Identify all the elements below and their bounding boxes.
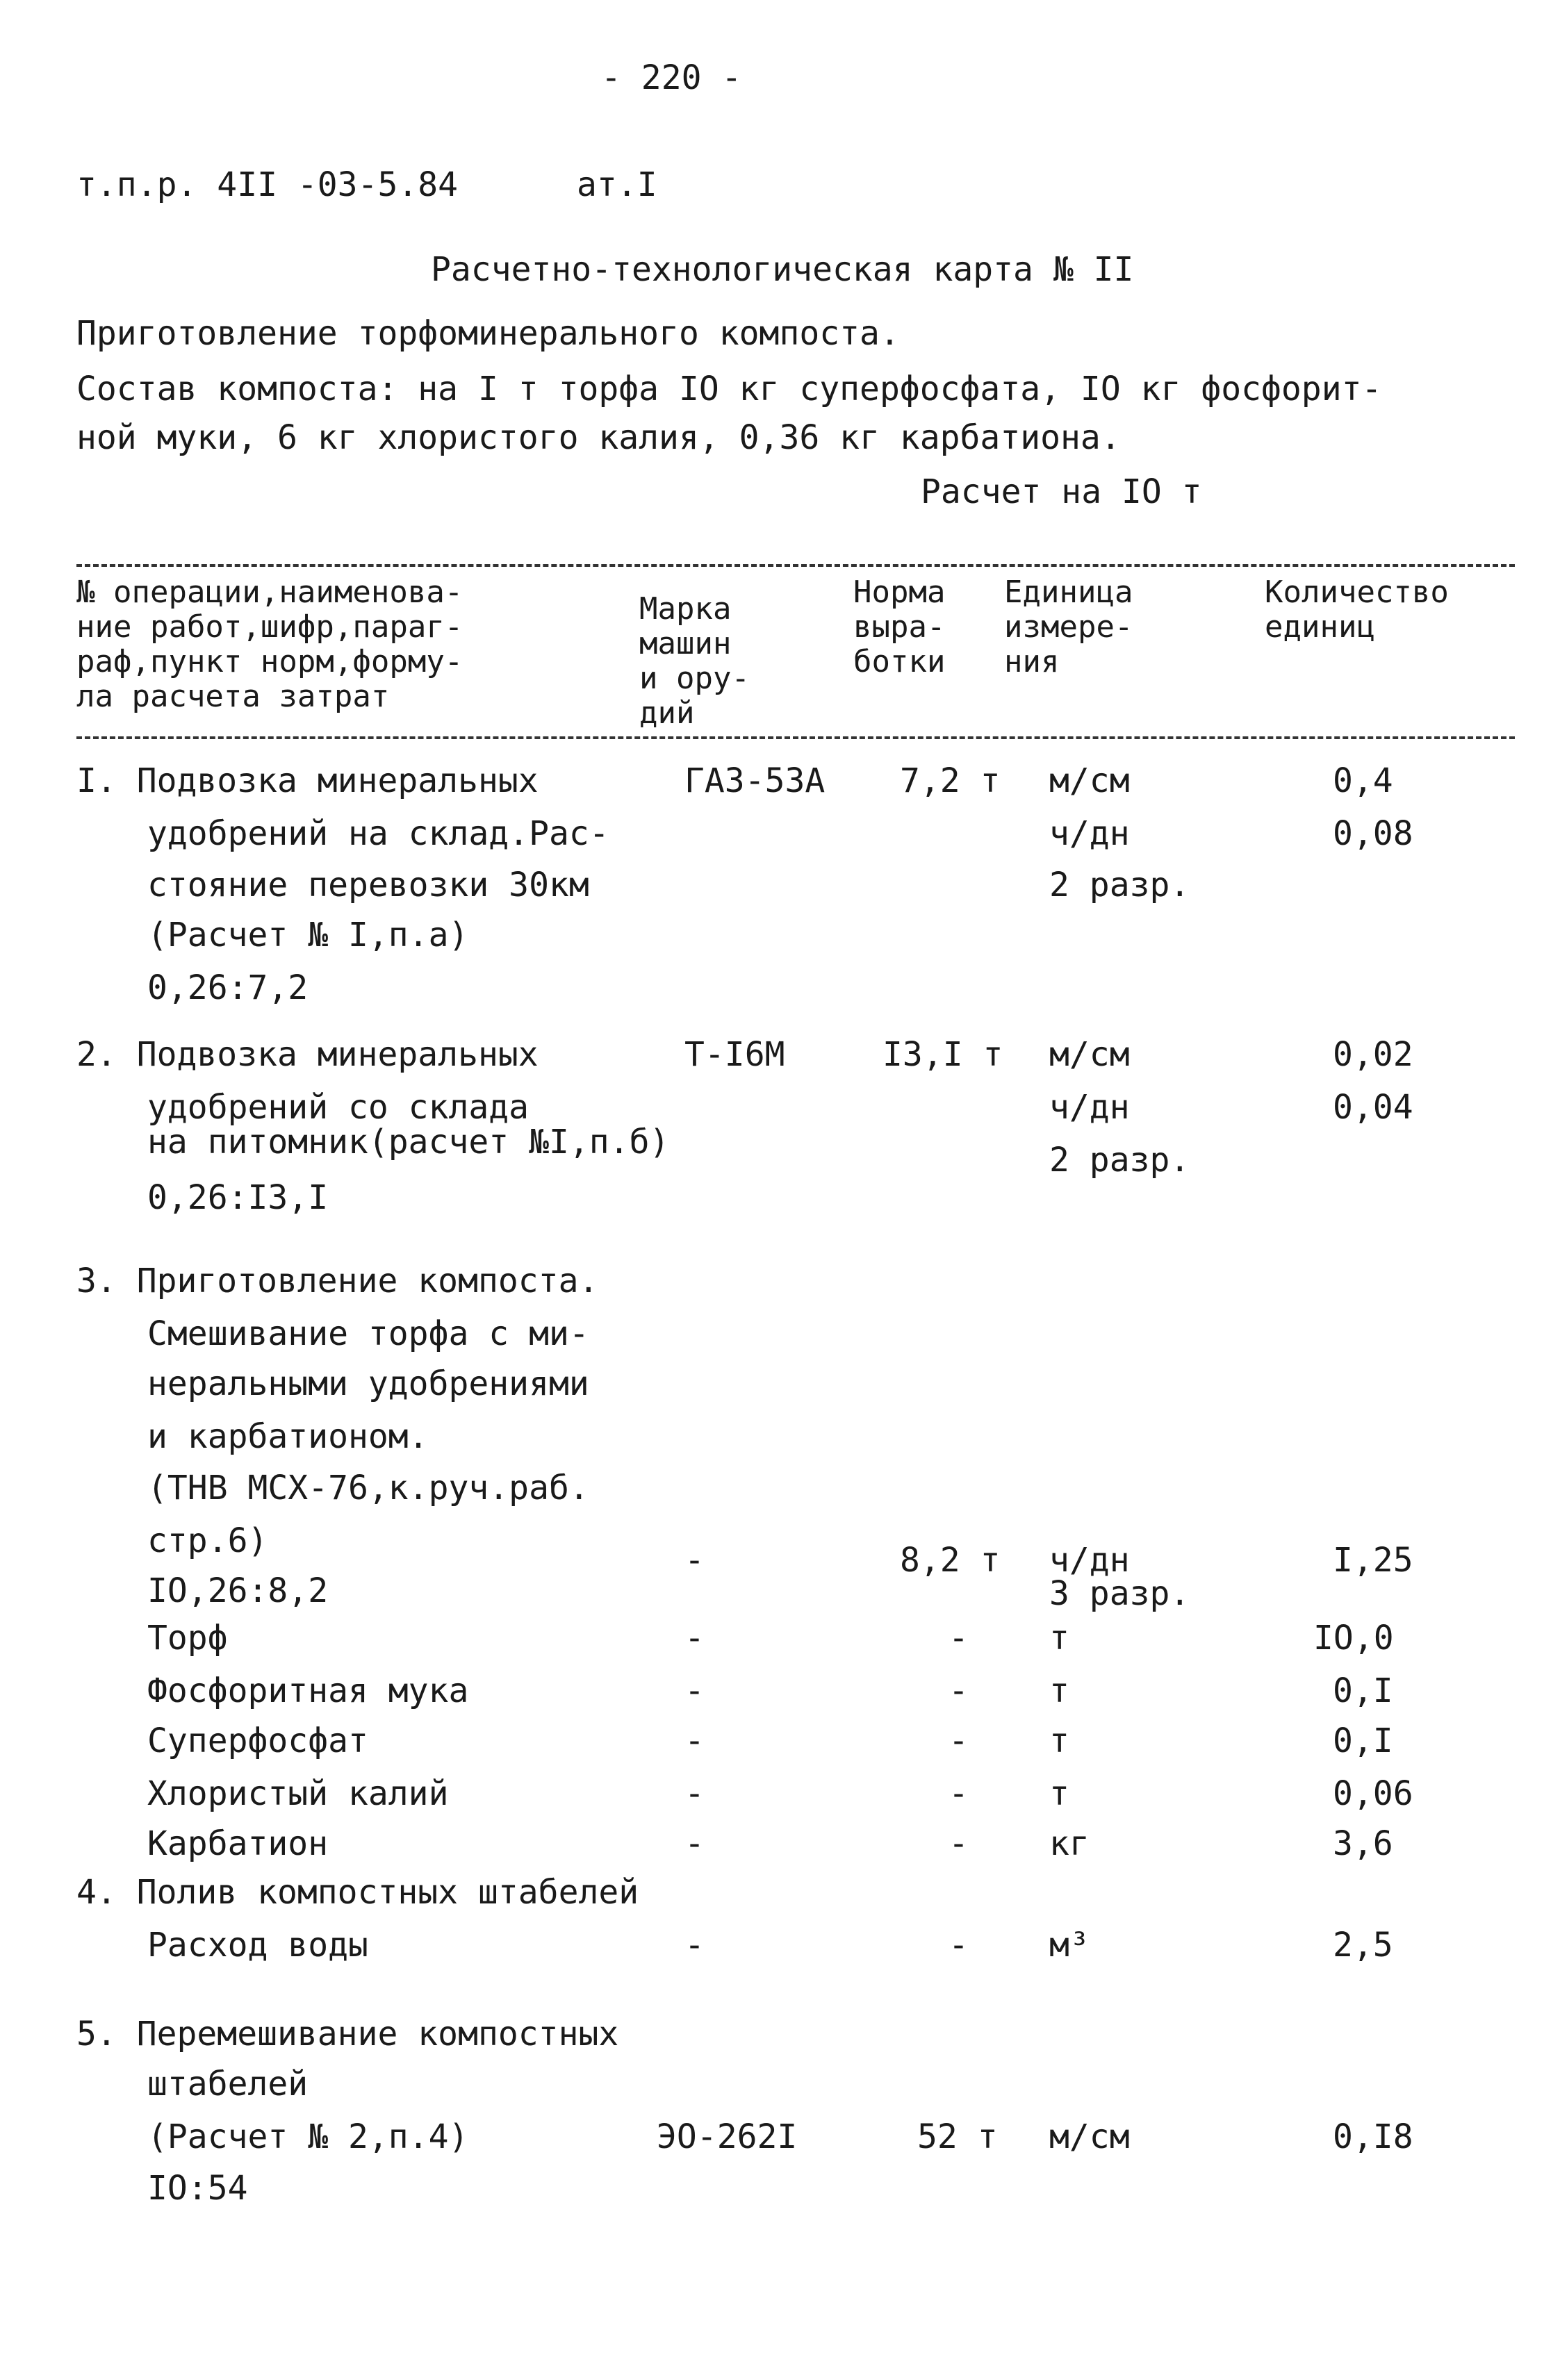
row-1-unit-1: м/см: [1049, 761, 1130, 800]
item-machine: -: [684, 1774, 705, 1813]
row-4-unit: м³: [1049, 1926, 1090, 1965]
row-3-machine: -: [684, 1541, 705, 1580]
item-name: Фосфоритная мука: [147, 1671, 469, 1710]
row-3-unit-2: 3 разр.: [1049, 1574, 1190, 1613]
item-quantity: IO,0: [1313, 1619, 1394, 1658]
row-4-line-1: 4. Полив компостных штабелей: [76, 1873, 639, 1912]
row-5-machine: ЭО-262I: [657, 2117, 798, 2156]
sheet-label: ат.I: [577, 165, 657, 204]
item-norm: -: [949, 1619, 969, 1658]
item-norm: -: [949, 1721, 969, 1760]
row-5-quantity: 0,I8: [1333, 2117, 1413, 2156]
row-3-line-6: стр.6): [147, 1521, 268, 1560]
row-3-quantity: I,25: [1333, 1541, 1413, 1580]
table-top-rule: [76, 564, 1515, 567]
item-name: Суперфосфат: [147, 1721, 368, 1760]
row-5-norm: 52 т: [917, 2117, 998, 2156]
header-operation: № операции,наименова- ние работ,шифр,параг- раф,пункт норм,форму- ла расчета затрат: [76, 575, 463, 714]
row-1-line-1: I. Подвозка минеральных: [76, 761, 539, 800]
header-unit: Единица измере- ния: [1004, 575, 1133, 679]
table-header-rule: [76, 736, 1515, 739]
row-3-line-7: IO,26:8,2: [147, 1571, 329, 1610]
row-2-unit-1: м/см: [1049, 1035, 1130, 1074]
row-3-line-5: (ТНВ МСХ-76,к.руч.раб.: [147, 1469, 589, 1507]
row-1-unit-2: ч/дн: [1049, 814, 1130, 853]
row-5-line-2: штабелей: [147, 2065, 309, 2104]
row-3-line-4: и карбатионом.: [147, 1417, 429, 1456]
row-2-line-1: 2. Подвозка минеральных: [76, 1035, 539, 1074]
item-name: Карбатион: [147, 1824, 329, 1863]
row-2-line-4: 0,26:I3,I: [147, 1178, 329, 1217]
row-2-unit-3: 2 разр.: [1049, 1141, 1190, 1180]
item-machine: -: [684, 1721, 705, 1760]
header-norm: Норма выра- ботки: [853, 575, 946, 679]
composition-line-1: Состав компоста: на I т торфа IO кг суперфосфата, IO кг фосфорит-: [76, 370, 1382, 408]
row-1-norm: 7,2 т: [900, 761, 1001, 800]
row-1-quantity-2: 0,08: [1333, 814, 1413, 853]
row-5-line-1: 5. Перемешивание компостных: [76, 2015, 619, 2053]
item-quantity: 3,6: [1333, 1824, 1393, 1863]
document-reference: т.п.р. 4II -03-5.84: [76, 165, 459, 204]
subject-line: Приготовление торфоминерального компоста.: [76, 314, 900, 353]
row-5-line-3: (Расчет № 2,п.4): [147, 2117, 469, 2156]
item-unit: т: [1049, 1721, 1069, 1760]
item-norm: -: [949, 1774, 969, 1813]
row-2-unit-2: ч/дн: [1049, 1088, 1130, 1127]
row-4-quantity: 2,5: [1333, 1926, 1393, 1965]
calculation-basis: Расчет на IO т: [921, 472, 1202, 511]
item-quantity: 0,I: [1333, 1671, 1393, 1710]
row-4-line-2: Расход воды: [147, 1926, 368, 1965]
row-1-line-4: (Расчет № I,п.а): [147, 916, 469, 955]
row-1-unit-3: 2 разр.: [1049, 866, 1190, 904]
row-4-machine: -: [684, 1926, 705, 1965]
page-number: - 220 -: [601, 58, 742, 97]
item-unit: т: [1049, 1619, 1069, 1658]
item-machine: -: [684, 1824, 705, 1863]
row-1-line-5: 0,26:7,2: [147, 968, 309, 1007]
row-5-unit: м/см: [1049, 2117, 1130, 2156]
item-name: Торф: [147, 1619, 228, 1658]
item-machine: -: [684, 1671, 705, 1710]
row-3-line-3: неральными удобрениями: [147, 1364, 589, 1403]
header-quantity: Количество единиц: [1265, 575, 1449, 645]
header-machine: Марка машин и ору- дий: [639, 591, 750, 731]
row-2-norm: I3,I т: [882, 1035, 1003, 1074]
row-2-machine: Т-I6М: [684, 1035, 785, 1074]
item-name: Хлористый калий: [147, 1774, 449, 1813]
row-3-unit-1: ч/дн: [1049, 1541, 1130, 1580]
item-norm: -: [949, 1824, 969, 1863]
row-2-quantity-1: 0,02: [1333, 1035, 1413, 1074]
item-quantity: 0,06: [1333, 1774, 1413, 1813]
row-1-machine: ГАЗ-53А: [684, 761, 826, 800]
row-1-line-3: стояние перевозки 30км: [147, 866, 589, 904]
page-title: Расчетно-технологическая карта № II: [431, 250, 1134, 289]
composition-line-2: ной муки, 6 кг хлористого калия, 0,36 кг карбатиона.: [76, 418, 1121, 457]
row-1-line-2: удобрений на склад.Рас-: [147, 814, 609, 853]
row-3-line-1: 3. Приготовление компоста.: [76, 1262, 599, 1300]
row-3-norm: 8,2 т: [900, 1541, 1001, 1580]
item-quantity: 0,I: [1333, 1721, 1393, 1760]
row-4-norm: -: [949, 1926, 969, 1965]
item-unit: т: [1049, 1671, 1069, 1710]
item-unit: кг: [1049, 1824, 1090, 1863]
row-1-quantity-1: 0,4: [1333, 761, 1393, 800]
row-2-line-3: на питомник(расчет №I,п.б): [147, 1123, 670, 1162]
row-3-line-2: Смешивание торфа с ми-: [147, 1314, 589, 1353]
item-norm: -: [949, 1671, 969, 1710]
row-5-line-4: IO:54: [147, 2169, 248, 2208]
item-machine: -: [684, 1619, 705, 1658]
row-2-line-2: удобрений со склада: [147, 1088, 529, 1127]
item-unit: т: [1049, 1774, 1069, 1813]
row-2-quantity-2: 0,04: [1333, 1088, 1413, 1127]
